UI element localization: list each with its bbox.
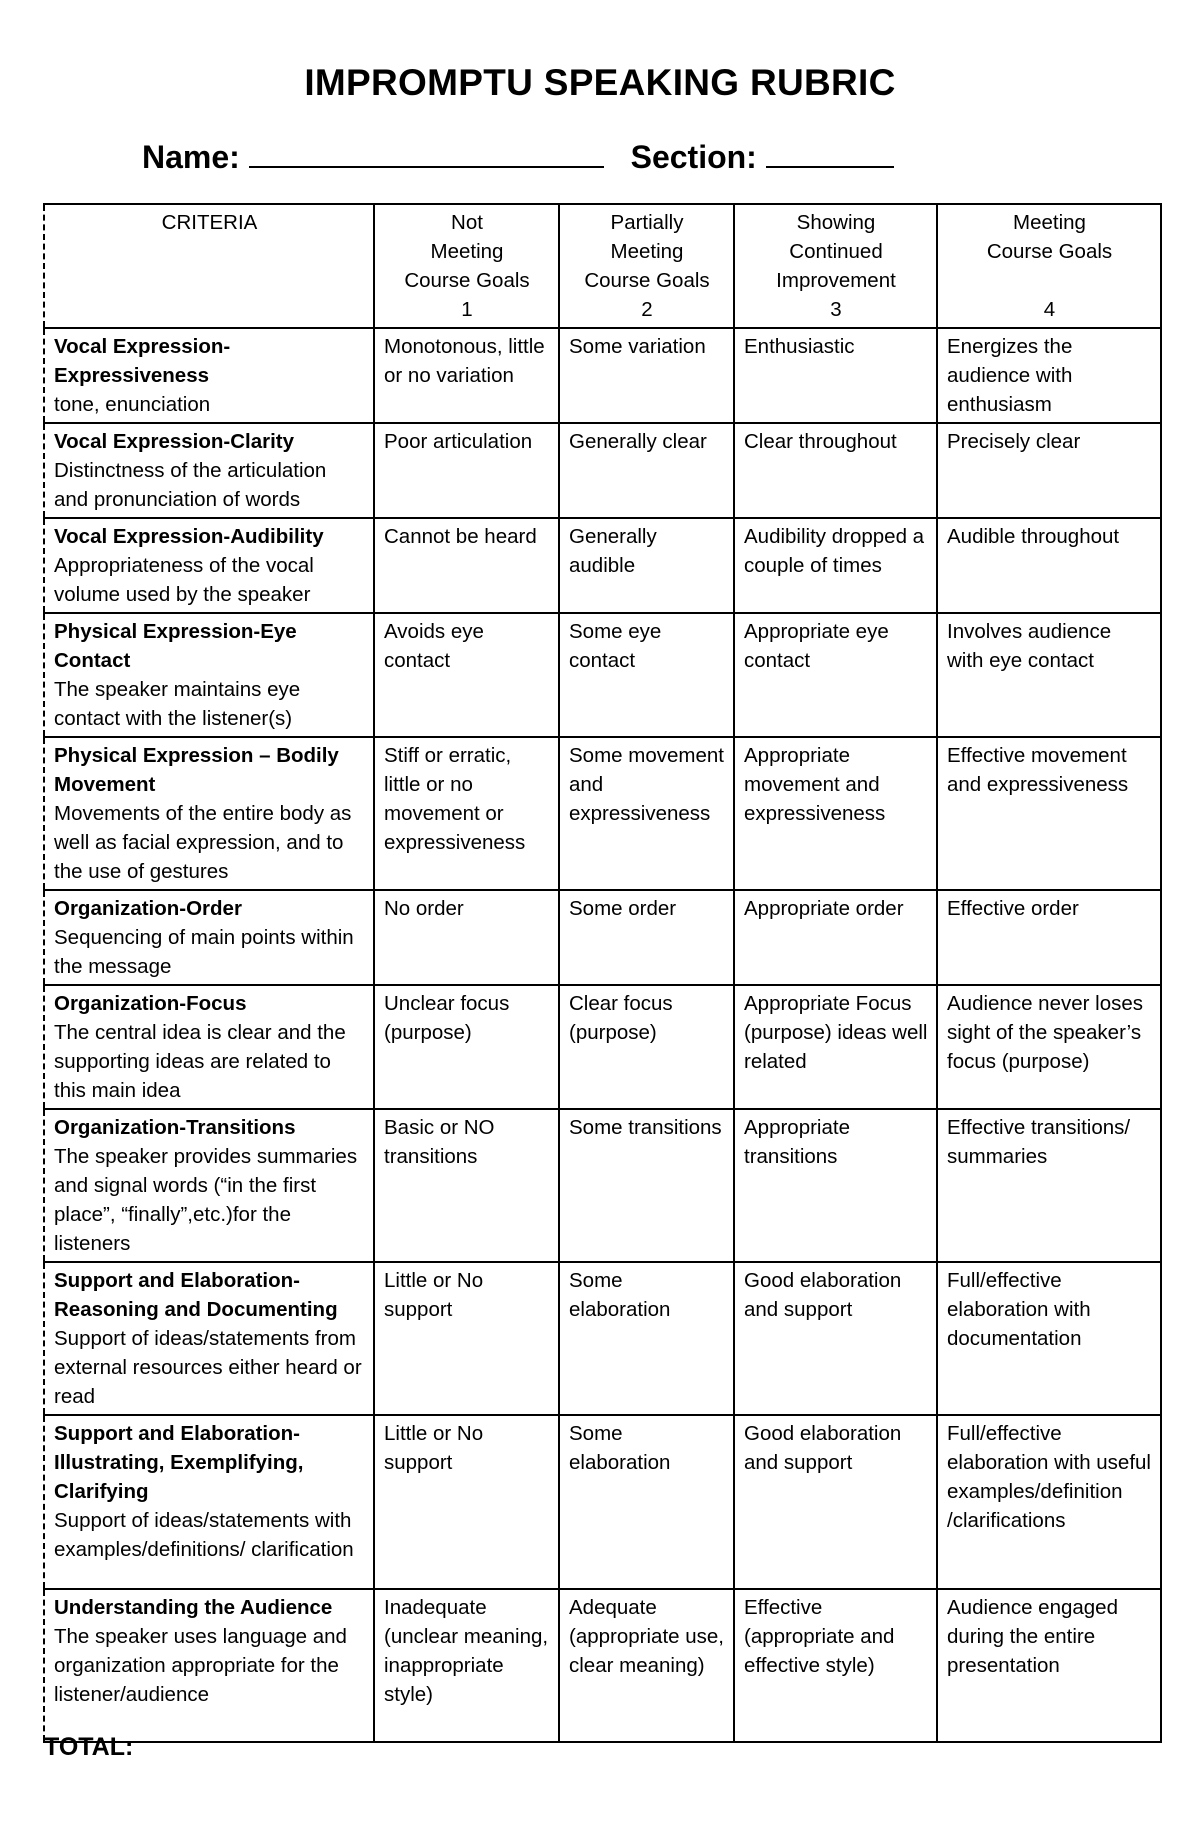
level-3-cell: Appropriate Focus (purpose) ideas well related	[734, 985, 937, 1109]
level-3-cell: Good elaboration and support	[734, 1262, 937, 1415]
table-row	[44, 1589, 1161, 1742]
table-row	[44, 1109, 1161, 1262]
criteria-desc: The speaker maintains eye contact with the listener(s)	[54, 678, 301, 730]
table-row	[44, 985, 1161, 1109]
level-4-cell: Energizes the audience with enthusiasm	[937, 328, 1161, 423]
level-3-cell: Appropriate movement and expressiveness	[734, 737, 937, 890]
level-2-cell: Some elaboration	[559, 1415, 734, 1589]
level-2-cell: Some order	[559, 890, 734, 985]
criteria-desc: Movements of the entire body as well as facial expression, and to the use of gestures	[54, 802, 352, 883]
header-line: Meeting	[430, 240, 504, 263]
criteria-cell	[44, 890, 374, 985]
criteria-cell	[44, 613, 374, 737]
level-4-cell: Effective order	[937, 890, 1161, 985]
header-level-3	[734, 204, 937, 328]
criteria-title: Vocal Expression-Expressiveness	[54, 335, 231, 387]
level-4-cell: Effective transitions/ summaries	[937, 1109, 1161, 1262]
criteria-desc: Sequencing of main points within the message	[54, 926, 354, 978]
level-2-cell: Some elaboration	[559, 1262, 734, 1415]
criteria-cell	[44, 737, 374, 890]
level-3-cell: Appropriate eye contact	[734, 613, 937, 737]
level-4-cell: Involves audience with eye contact	[937, 613, 1161, 737]
criteria-desc: The speaker uses language and organization appropriate for the listener/audience	[54, 1625, 347, 1706]
level-1-cell: Unclear focus (purpose)	[374, 985, 559, 1109]
level-1-cell: No order	[374, 890, 559, 985]
criteria-cell	[44, 1415, 374, 1589]
level-3-cell: Good elaboration and support	[734, 1415, 937, 1589]
header-line	[947, 266, 1152, 295]
name-section-row	[142, 138, 894, 176]
table-row	[44, 423, 1161, 518]
header-line: Course Goals	[404, 269, 530, 292]
table-row	[44, 328, 1161, 423]
header-line: Improvement	[776, 269, 896, 292]
criteria-title: Physical Expression-Eye Contact	[54, 620, 297, 672]
header-line: Course Goals	[584, 269, 710, 292]
header-score: 4	[1043, 298, 1056, 321]
level-3-cell: Audibility dropped a couple of times	[734, 518, 937, 613]
criteria-desc: Appropriateness of the vocal volume used by the speaker	[54, 554, 314, 606]
header-line: Partially	[610, 211, 684, 234]
table-row	[44, 890, 1161, 985]
header-score: 1	[461, 298, 473, 321]
criteria-desc: Distinctness of the articulation and pronunciation of words	[54, 459, 327, 511]
header-level-2	[559, 204, 734, 328]
criteria-desc: tone, enunciation	[54, 393, 211, 416]
header-criteria	[44, 204, 374, 328]
header-line: CRITERIA	[161, 211, 258, 234]
header-line: Meeting	[1013, 211, 1086, 234]
level-3-cell: Clear throughout	[734, 423, 937, 518]
level-4-cell: Precisely clear	[937, 423, 1161, 518]
criteria-title: Vocal Expression-Audibility	[54, 525, 324, 548]
criteria-desc: Support of ideas/statements from external resources either heard or read	[54, 1327, 362, 1408]
level-2-cell: Some eye contact	[559, 613, 734, 737]
level-1-cell: Little or No support	[374, 1262, 559, 1415]
header-score: 3	[830, 298, 842, 321]
header-line: Meeting	[610, 240, 684, 263]
criteria-title: Understanding the Audience	[54, 1596, 333, 1619]
table-row	[44, 613, 1161, 737]
table-row	[44, 737, 1161, 890]
level-2-cell: Some variation	[559, 328, 734, 423]
level-3-cell: Enthusiastic	[734, 328, 937, 423]
criteria-title: Physical Expression – Bodily Movement	[54, 744, 339, 796]
level-2-cell: Adequate (appropriate use, clear meaning)	[559, 1589, 734, 1742]
level-2-cell: Generally audible	[559, 518, 734, 613]
criteria-cell	[44, 1589, 374, 1742]
criteria-desc: Support of ideas/statements with examples/definitions/ clarification	[54, 1509, 354, 1561]
criteria-title: Support and Elaboration-Reasoning and Documenting	[54, 1269, 338, 1321]
level-2-cell: Some transitions	[559, 1109, 734, 1262]
level-3-cell: Appropriate order	[734, 890, 937, 985]
level-3-cell: Effective (appropriate and effective style)	[734, 1589, 937, 1742]
level-1-cell: Inadequate (unclear meaning, inappropriate style)	[374, 1589, 559, 1742]
criteria-cell	[44, 985, 374, 1109]
header-score: 2	[641, 298, 653, 321]
total-label: TOTAL:	[44, 1733, 134, 1761]
criteria-title: Support and Elaboration-Illustrating, Exemplifying, Clarifying	[54, 1422, 304, 1503]
level-1-cell: Little or No support	[374, 1415, 559, 1589]
name-field[interactable]	[249, 138, 604, 168]
criteria-desc: The central idea is clear and the supporting ideas are related to this main idea	[54, 1021, 346, 1102]
criteria-cell	[44, 1262, 374, 1415]
criteria-title: Organization-Transitions	[54, 1116, 296, 1139]
level-4-cell: Audience never loses sight of the speaker’s focus (purpose)	[937, 985, 1161, 1109]
level-2-cell: Generally clear	[559, 423, 734, 518]
level-1-cell: Basic or NO transitions	[374, 1109, 559, 1262]
header-level-1	[374, 204, 559, 328]
level-4-cell: Audible throughout	[937, 518, 1161, 613]
table-row	[44, 1415, 1161, 1589]
level-1-cell: Cannot be heard	[374, 518, 559, 613]
level-1-cell: Poor articulation	[374, 423, 559, 518]
header-row	[44, 204, 1161, 328]
level-4-cell: Effective movement and expressiveness	[937, 737, 1161, 890]
criteria-title: Vocal Expression-Clarity	[54, 430, 295, 453]
level-1-cell: Stiff or erratic, little or no movement or expressiveness	[374, 737, 559, 890]
header-line: Continued	[789, 240, 883, 263]
section-label: Section:	[630, 139, 757, 175]
criteria-cell	[44, 518, 374, 613]
level-4-cell: Audience engaged during the entire presentation	[937, 1589, 1161, 1742]
criteria-title: Organization-Order	[54, 897, 242, 920]
level-4-cell: Full/effective elaboration with useful examples/definition /clarifications	[937, 1415, 1161, 1589]
header-level-4	[937, 204, 1161, 328]
criteria-cell	[44, 1109, 374, 1262]
criteria-desc: The speaker provides summaries and signal words (“in the first place”, “finally”,etc.)for the listeners	[54, 1145, 358, 1255]
table-row	[44, 518, 1161, 613]
level-4-cell: Full/effective elaboration with documentation	[937, 1262, 1161, 1415]
table-row	[44, 1262, 1161, 1415]
level-1-cell: Monotonous, little or no variation	[374, 328, 559, 423]
criteria-cell	[44, 328, 374, 423]
rubric-table	[43, 203, 1162, 1743]
criteria-title: Organization-Focus	[54, 992, 247, 1015]
level-3-cell: Appropriate transitions	[734, 1109, 937, 1262]
criteria-cell	[44, 423, 374, 518]
level-1-cell: Avoids eye contact	[374, 613, 559, 737]
level-2-cell: Some movement and expressiveness	[559, 737, 734, 890]
level-2-cell: Clear focus (purpose)	[559, 985, 734, 1109]
header-line: Not	[451, 211, 483, 234]
name-label: Name:	[142, 139, 240, 175]
header-line: Course Goals	[986, 240, 1113, 263]
page-title: IMPROMPTU SPEAKING RUBRIC	[304, 62, 896, 103]
header-line: Showing	[796, 211, 876, 234]
section-field[interactable]	[766, 138, 894, 168]
